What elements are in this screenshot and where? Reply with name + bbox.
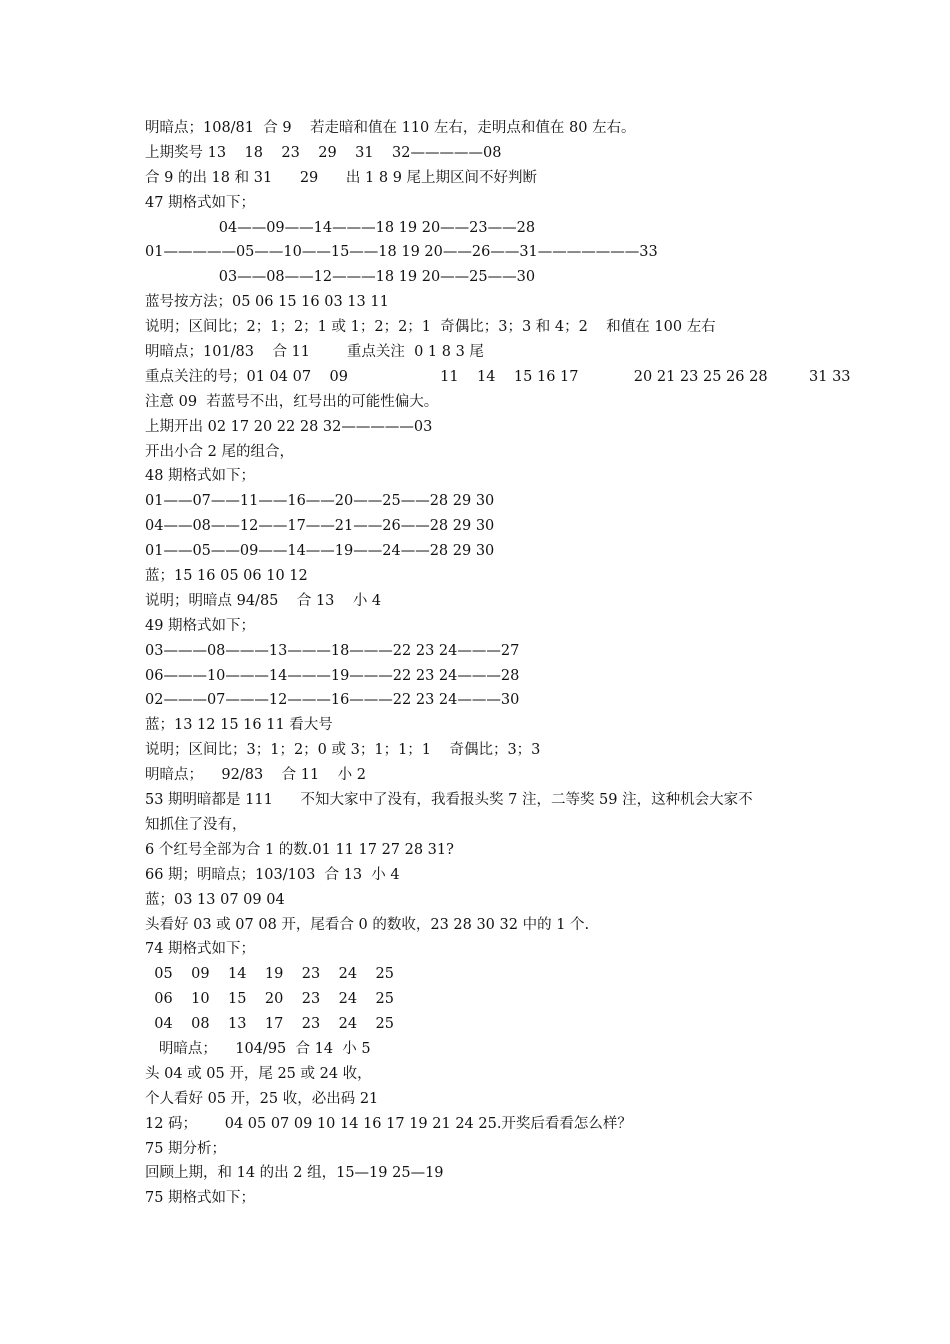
text-line: 明暗点； 92/83 合 11 小 2 [145, 767, 366, 784]
text-line: 明暗点；108/81 合 9 若走暗和值在 110 左右，走明点和值在 80 左右。 [145, 120, 636, 136]
format-line: 01——05——09——14——19——24——28 29 30 [145, 543, 495, 560]
format-line: 01—————05——10——15——18 19 20——26——31———————33 [145, 244, 658, 261]
text-line: 蓝；13 12 15 16 11 看大号 [145, 717, 333, 734]
section-heading: 49 期格式如下； [145, 617, 256, 634]
format-line: 04——09——14———18 19 20——23——28 [145, 219, 536, 236]
text-line: 知抓住了没有， [145, 816, 247, 833]
text-line: 头看好 03 或 07 08 开，尾看合 0 的数收，23 28 30 32 中的 1 个. [145, 916, 590, 933]
section-heading: 75 期分析； [145, 1140, 227, 1157]
text-line: 12 码； 04 05 07 09 10 14 16 17 19 21 24 25.开奖后看看怎么样？ [145, 1115, 632, 1132]
text-line: 53 期明暗都是 111 不知大家中了没有，我看报头奖 7 注，二等奖 59 注，这种机会大家不 [145, 792, 753, 809]
text-line: 回顾上期，和 14 的出 2 组，15—19 25—19 [145, 1165, 444, 1182]
format-line: 03——08——12———18 19 20——25——30 [145, 269, 536, 286]
text-line: 明暗点；101/83 合 11 重点关注 0 1 8 3 尾 [145, 344, 484, 361]
format-line: 01——07——11——16——20——25——28 29 30 [145, 493, 495, 510]
text-line: 说明；区间比；3；1；2；0 或 3；1；1；1 奇偶比；3；3 [145, 742, 541, 759]
text-line: 明暗点； 104/95 合 14 小 5 [145, 1040, 371, 1057]
text-line: 上期开出 02 17 20 22 28 32—————03 [145, 418, 433, 435]
text-line: 蓝号按方法；05 06 15 16 03 13 11 [145, 294, 389, 311]
text-line: 蓝；15 16 05 06 10 12 [145, 568, 308, 585]
section-heading: 75 期格式如下； [145, 1190, 256, 1207]
format-line: 04——08——12——17——21——26——28 29 30 [145, 518, 495, 535]
text-line: 66 期；明暗点；103/103 合 13 小 4 [145, 866, 400, 883]
document-body [145, 116, 851, 1211]
section-heading: 48 期格式如下； [145, 468, 256, 485]
text-line: 合 9 的出 18 和 31 29 出 1 8 9 尾上期区间不好判断 [145, 169, 538, 186]
text-line: 头 04 或 05 开，尾 25 或 24 收， [145, 1065, 372, 1082]
format-line: 04 08 13 17 23 24 25 [145, 1016, 394, 1033]
format-line: 06———10———14———19———22 23 24———28 [145, 667, 520, 684]
text-line: 重点关注的号；01 04 07 09 11 14 15 16 17 20 21 23 25 26 28 31 33 [145, 368, 851, 385]
text-line: 说明；明暗点 94/85 合 13 小 4 [145, 592, 382, 609]
text-line: 开出小合 2 尾的组合， [145, 443, 294, 460]
text-line: 注意 09 若蓝号不出，红号出的可能性偏大。 [145, 393, 439, 410]
section-heading: 74 期格式如下； [145, 941, 256, 958]
format-line: 02———07———12———16———22 23 24———30 [145, 692, 520, 709]
format-line: 05 09 14 19 23 24 25 [145, 966, 394, 983]
text-line: 上期奖号 13 18 23 29 31 32—————08 [145, 144, 502, 161]
format-line: 03———08———13———18———22 23 24———27 [145, 642, 520, 659]
text-line: 说明；区间比；2；1；2；1 或 1；2；2；1 奇偶比；3；3 和 4；2 和值在 100 左右 [145, 319, 716, 336]
format-line: 06 10 15 20 23 24 25 [145, 991, 394, 1008]
text-line: 蓝；03 13 07 09 04 [145, 891, 285, 908]
text-line: 个人看好 05 开，25 收，必出码 21 [145, 1090, 379, 1107]
section-heading: 47 期格式如下； [145, 194, 256, 211]
text-line: 6 个红号全部为合 1 的数.01 11 17 27 28 31? [145, 841, 454, 858]
